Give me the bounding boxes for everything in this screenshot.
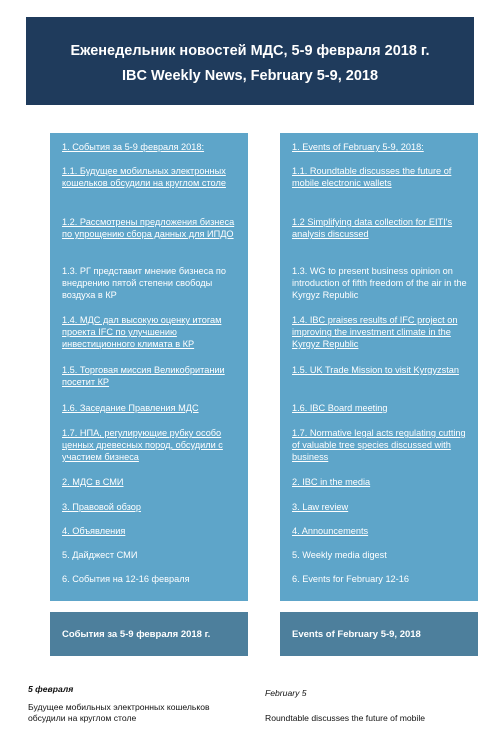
toc-item[interactable]: 3. Правовой обзор bbox=[62, 502, 141, 512]
toc-column-ru bbox=[50, 133, 248, 601]
toc-item[interactable]: 5. Дайджест СМИ bbox=[62, 550, 138, 560]
toc-item[interactable]: 1.5. Торговая миссия Великобритании посетит КР bbox=[62, 365, 225, 387]
article-title-en: Roundtable discusses the future of mobile bbox=[265, 713, 426, 723]
toc-item[interactable]: 3. Law review bbox=[292, 502, 349, 512]
toc-item[interactable]: 1.5. UK Trade Mission to visit Kyrgyzstan bbox=[292, 365, 459, 375]
header-title-ru: Еженедельник новостей МДС, 5-9 февраля 2018 г. bbox=[70, 43, 430, 59]
section-band-en bbox=[280, 612, 478, 656]
toc-item[interactable]: 5. Weekly media digest bbox=[292, 550, 387, 560]
article-date-ru: 5 февраля bbox=[28, 684, 74, 694]
toc-column-en bbox=[280, 133, 478, 601]
section-band-ru bbox=[50, 612, 248, 656]
toc-item[interactable]: 1.2 Simplifying data collection for EITI's analysis discussed bbox=[292, 217, 453, 239]
toc-item[interactable]: 6. Events for February 12-16 bbox=[292, 574, 409, 584]
toc-item[interactable]: 1.4. IBC praises results of IFC project on improving the investment climate in the Kyrgyz Republic bbox=[292, 315, 458, 349]
toc-item[interactable]: 1.6. IBC Board meeting bbox=[292, 403, 388, 413]
article-date-en: February 5 bbox=[265, 688, 307, 698]
toc-item[interactable]: 2. МДС в СМИ bbox=[62, 477, 124, 487]
toc-item[interactable]: 1.4. МДС дал высокую оценку итогам проекта IFC по улучшению инвестиционного климата в КР bbox=[62, 315, 222, 349]
section-band-label: Events of February 5-9, 2018 bbox=[292, 629, 421, 640]
toc-item[interactable]: 6. События на 12-16 февраля bbox=[62, 574, 190, 584]
header-title-en: IBC Weekly News, February 5-9, 2018 bbox=[121, 68, 379, 84]
toc-item[interactable]: 1.1. Roundtable discusses the future of mobile electronic wallets bbox=[292, 166, 452, 188]
section-band-label: События за 5-9 февраля 2018 г. bbox=[62, 629, 211, 640]
toc-item[interactable]: 2. IBC in the media bbox=[292, 477, 371, 487]
toc-item[interactable]: 1.6. Заседание Правления МДС bbox=[62, 403, 199, 413]
article-title-ru-line2: обсудили на круглом столе bbox=[28, 713, 137, 723]
toc-item[interactable]: 1.2. Рассмотрены предложения бизнеса по упрощению сбора данных для ИПДО bbox=[62, 217, 235, 239]
toc-item[interactable]: 1.7. НПА, регулирующие рубку особо ценных древесных пород, обсудили с участием бизнеса bbox=[62, 428, 223, 462]
toc-item[interactable]: 1.3. РГ представит мнение бизнеса по внедрению пятой степени свободы воздуха в КР bbox=[62, 266, 226, 300]
toc-item[interactable]: 1.3. WG to present business opinion on introduction of fifth freedom of the air in the Kyrgyz Republic bbox=[292, 266, 467, 300]
toc-item[interactable]: 1. Events of February 5-9, 2018: bbox=[292, 142, 424, 152]
toc-item[interactable]: 1. События за 5-9 февраля 2018: bbox=[62, 142, 205, 152]
article-title-ru-line1: Будущее мобильных электронных кошельков bbox=[28, 702, 210, 712]
toc-item[interactable]: 4. Announcements bbox=[292, 526, 369, 536]
toc-item[interactable]: 4. Объявления bbox=[62, 526, 126, 536]
toc-item[interactable]: 1.7. Normative legal acts regulating cutting of valuable tree species discussed with business bbox=[292, 428, 466, 462]
toc-item[interactable]: 1.1. Будущее мобильных электронных кошельков обсудили на круглом столе bbox=[62, 166, 226, 188]
newsletter-header bbox=[26, 17, 474, 105]
